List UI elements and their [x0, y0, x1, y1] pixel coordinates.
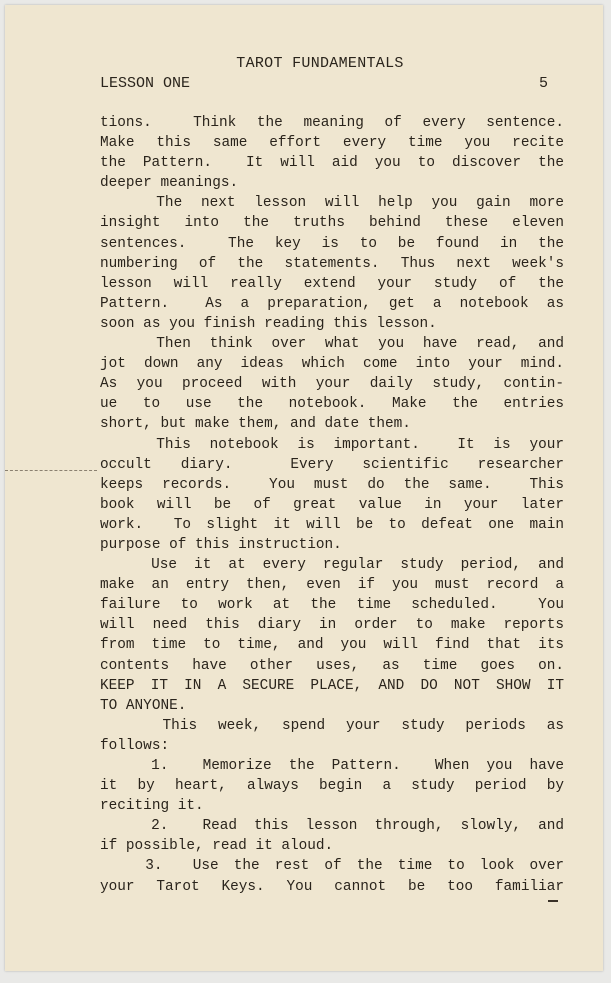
text-line: Pattern. As a preparation, get a notebook as [100, 295, 564, 312]
text-line: 3. Use the rest of the time to look over [100, 858, 564, 875]
text-line: keeps records. You must do the same. This [100, 476, 564, 493]
text-line: 1. Memorize the Pattern. When you have [100, 758, 564, 774]
document-page [5, 5, 603, 971]
text-line: This notebook is important. It is your [100, 436, 564, 453]
text-line: if possible, read it aloud. [100, 838, 334, 855]
text-line: book will be of great value in your later [100, 496, 564, 513]
text-line: short, but make them, and date them. [100, 416, 411, 433]
text-line: Then think over what you have read, and [100, 336, 564, 353]
text-line: numbering of the statements. Thus next week's [100, 255, 564, 272]
text-line: contents have other uses, as time goes on. [100, 657, 564, 674]
lesson-label: LESSON ONE [100, 75, 191, 92]
text-line: tions. Think the meaning of every sentence. [100, 115, 564, 131]
text-line: jot down any ideas which come into your mind. [100, 356, 564, 373]
margin-pencil-mark [5, 470, 97, 471]
document-title: TAROT FUNDAMENTALS [236, 55, 404, 72]
text-line: Make this same effort every time you recite [100, 135, 564, 152]
text-line: failure to work at the time scheduled. You [100, 597, 564, 614]
text-line: ue to use the notebook. Make the entries [100, 396, 564, 413]
text-line: occult diary. Every scientific researcher [100, 456, 564, 473]
text-line: sentences. The key is to be found in the [100, 235, 564, 252]
text-line: KEEP IT IN A SECURE PLACE, AND DO NOT SHOW IT [100, 677, 564, 694]
text-line: soon as you finish reading this lesson. [100, 315, 437, 332]
text-line: purpose of this instruction. [100, 536, 342, 553]
text-line: from time to time, and you will find that its [100, 637, 564, 654]
page-number: 5 [539, 75, 549, 92]
margin-ink-mark [548, 900, 558, 902]
body-text [100, 113, 564, 897]
text-line: follows: [100, 737, 170, 754]
text-line: lesson will really extend your study of the [100, 275, 564, 292]
text-line: deeper meanings. [100, 175, 239, 192]
text-line: work. To slight it will be to defeat one main [100, 516, 564, 533]
text-line: insight into the truths behind these eleven [100, 215, 564, 232]
text-line: reciting it. [100, 798, 204, 815]
text-line: Use it at every regular study period, and [100, 557, 564, 574]
text-line: This week, spend your study periods as [100, 717, 564, 734]
text-line: make an entry then, even if you must record a [100, 577, 564, 594]
text-line: the Pattern. It will aid you to discover the [100, 155, 564, 172]
text-line: The next lesson will help you gain more [100, 195, 564, 212]
text-line: your Tarot Keys. You cannot be too familiar [100, 878, 564, 895]
text-line: As you proceed with your daily study, contin- [100, 376, 564, 393]
text-line: 2. Read this lesson through, slowly, and [100, 818, 564, 835]
text-line: it by heart, always begin a study period by [100, 778, 564, 795]
text-line: will need this diary in order to make reports [100, 617, 564, 634]
text-line: TO ANYONE. [100, 697, 187, 714]
